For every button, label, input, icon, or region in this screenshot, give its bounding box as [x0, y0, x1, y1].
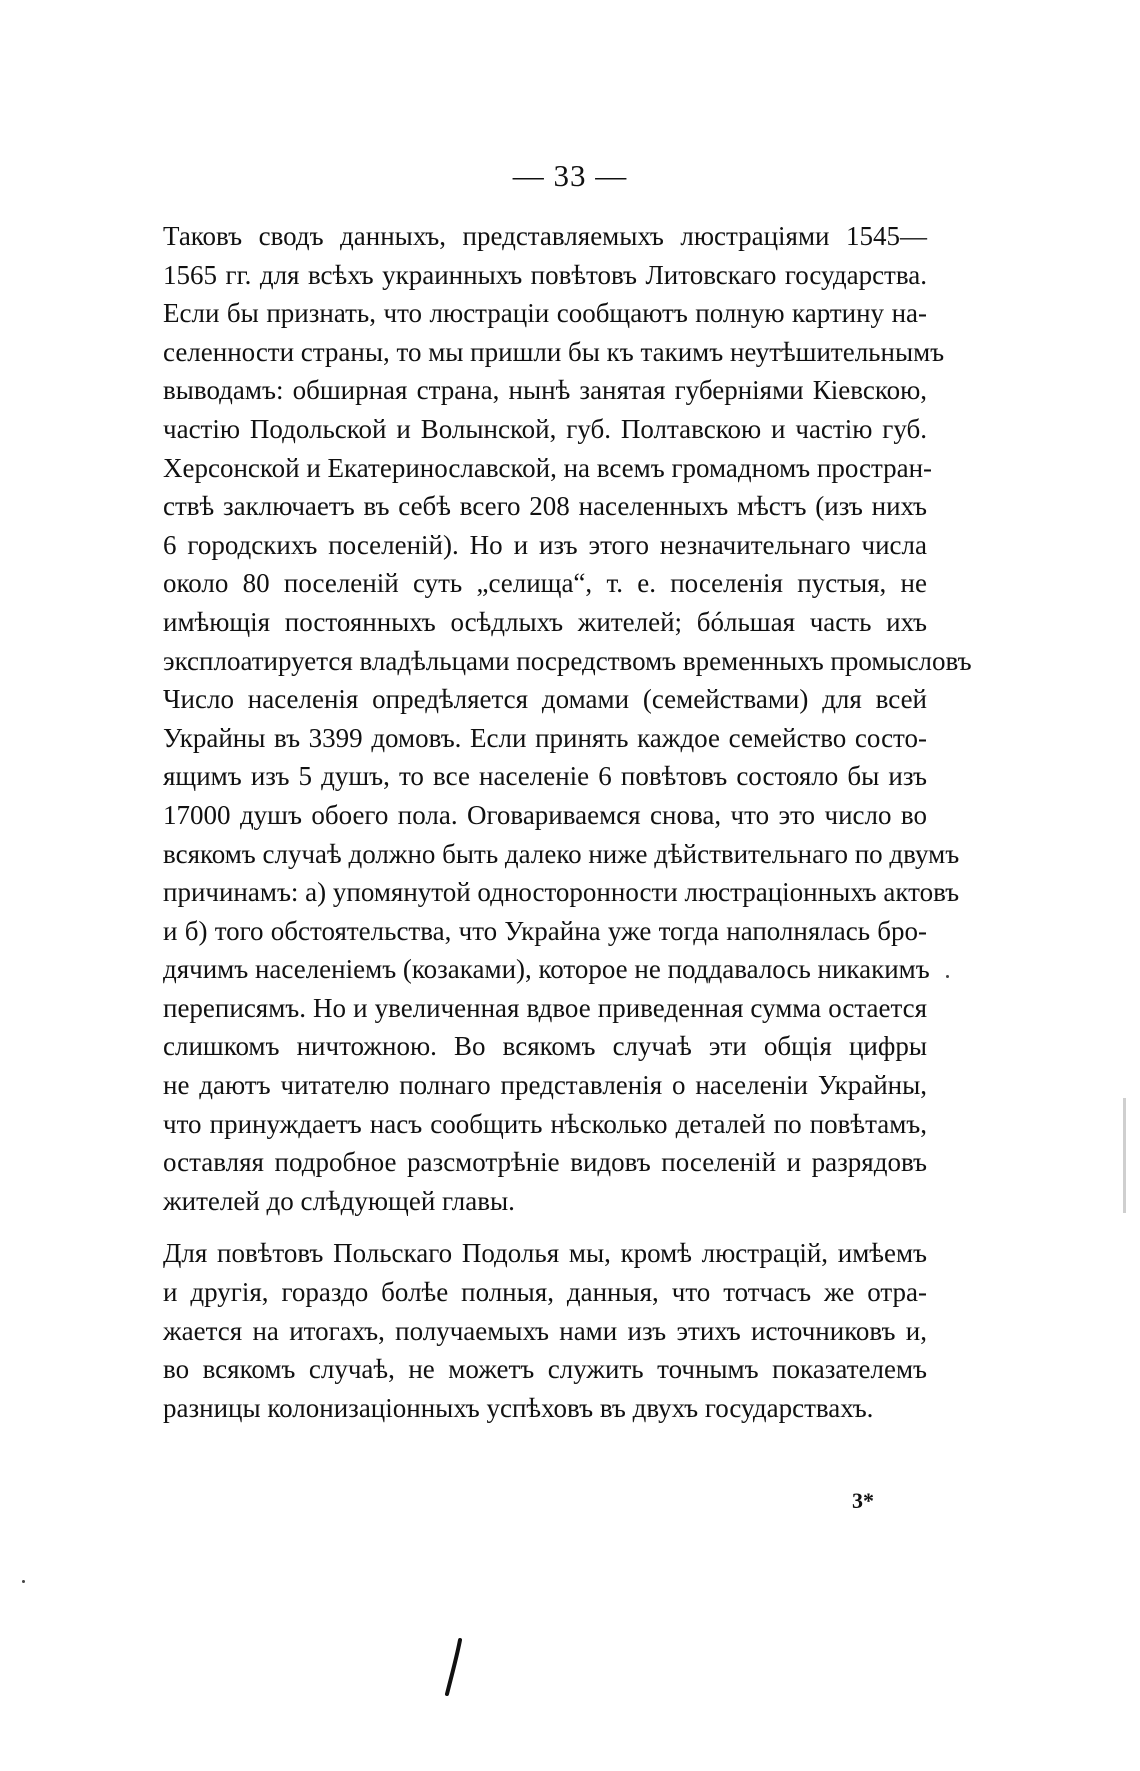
text-line: дячимъ населеніемъ (козаками), которое не поддавалось никакимъ — [163, 954, 930, 985]
text-line: слишкомъ ничтожною. Во всякомъ случаѣ эти общія цифры — [163, 1031, 927, 1062]
text-line: не даютъ читателю полнаго представленія о населеніи Украйны, — [163, 1070, 927, 1101]
text-line: Херсонской и Екатеринославской, на всемъ громадномъ простран- — [163, 452, 933, 483]
text-line: ствѣ заключаетъ въ себѣ всего 208 населенныхъ мѣстъ (изъ нихъ — [163, 491, 927, 522]
text-line: около 80 поселеній суть „селища“, т. е. поселенія пустыя, не — [163, 568, 927, 599]
page-number: — 33 — — [512, 158, 628, 193]
text-line: Таковъ сводъ данныхъ, представляемыхъ люстраціями 1545— — [163, 221, 927, 251]
paragraph-spacer — [163, 1220, 927, 1234]
text-line: выводамъ: обширная страна, нынѣ занятая губерніями Кіевскою, — [163, 375, 927, 406]
paragraph-2 — [163, 1234, 927, 1427]
main-text — [163, 217, 972, 1427]
signature-mark: 3* — [852, 1488, 874, 1513]
paragraph-1 — [163, 217, 972, 1220]
text-line: 1565 гг. для всѣхъ украинныхъ повѣтовъ Литовскаго государства. — [163, 259, 927, 290]
text-line: имѣющія постоянныхъ осѣдлыхъ жителей; бóльшая часть ихъ — [163, 606, 927, 637]
text-line: жителей до слѣдующей главы. — [163, 1185, 515, 1216]
text-line: Число населенія опредѣляется домами (семействами) для всей — [163, 684, 927, 715]
text-line: всякомъ случаѣ должно быть далеко ниже дѣйствительнаго по двумъ — [163, 838, 960, 869]
page-edge-shadow — [1123, 1098, 1126, 1213]
text-line: и б) того обстоятельства, что Украйна уже тогда наполнялась бро- — [163, 915, 927, 946]
text-line: причинамъ: а) упомянутой односторонности люстраціонныхъ актовъ — [163, 877, 960, 908]
text-line: во всякомъ случаѣ, не можетъ служить точнымъ показателемъ — [163, 1354, 927, 1385]
text-line: оставляя подробное разсмотрѣніе видовъ поселеній и разрядовъ — [163, 1147, 927, 1178]
text-line: 17000 душъ обоего пола. Оговариваемся снова, что это число во — [163, 799, 927, 830]
text-line: Для повѣтовъ Польскаго Подолья мы, кромѣ люстрацій, имѣемъ — [163, 1238, 927, 1269]
ink-speck — [22, 1580, 25, 1583]
text-line: разницы колонизаціонныхъ успѣховъ въ двухъ государствахъ. — [163, 1392, 874, 1423]
text-line: переписямъ. Но и увеличенная вдвое приведенная сумма остается — [163, 992, 927, 1023]
text-line: ящимъ изъ 5 душъ, то все населеніе 6 повѣтовъ состояло бы изъ — [163, 761, 927, 792]
text-line: частію Подольской и Волынской, губ. Полтавскою и частію губ. — [163, 413, 927, 444]
text-line: селенности страны, то мы пришли бы къ такимъ неутѣшительнымъ — [163, 336, 945, 367]
text-line: жается на итогахъ, получаемыхъ нами изъ этихъ источниковъ и, — [163, 1315, 927, 1346]
text-line: 6 городскихъ поселеній). Но и изъ этого незначительнаго числа — [163, 529, 927, 560]
text-line: Украйны въ 3399 домовъ. Если принять каждое семейство состо- — [163, 722, 927, 753]
ink-speck — [946, 975, 949, 978]
text-line: Если бы признать, что люстраціи сообщаютъ полную картину на- — [163, 298, 927, 329]
text-line: что принуждаетъ насъ сообщить нѣсколько деталей по повѣтамъ, — [163, 1108, 927, 1139]
pencil-stroke-mark — [443, 1638, 465, 1696]
text-line: и другія, гораздо болѣе полныя, данныя, что тотчасъ же отра- — [163, 1277, 927, 1308]
text-line: эксплоатируется владѣльцами посредствомъ временныхъ промысловъ — [163, 645, 972, 676]
